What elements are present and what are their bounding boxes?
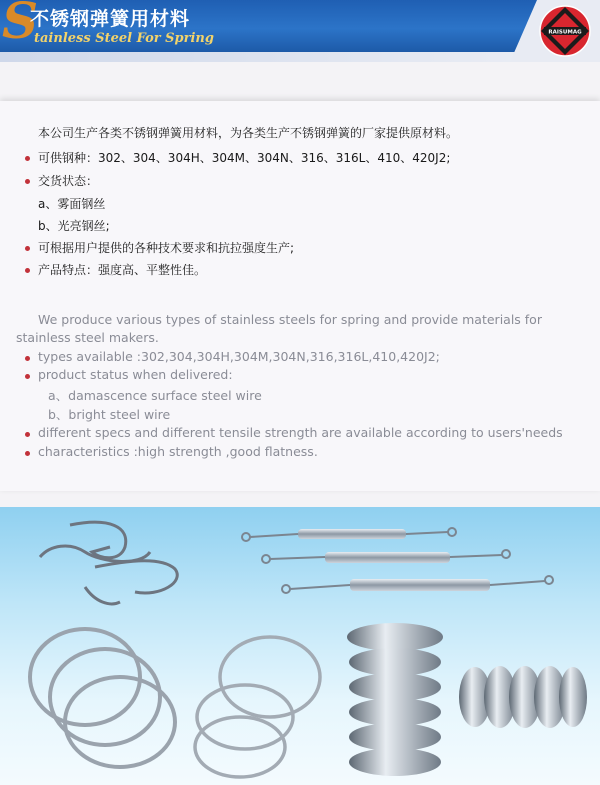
- english-item: product status when delivered:: [38, 367, 233, 382]
- logo-text: RAISUMAG: [548, 29, 582, 36]
- bullet-icon: [25, 246, 30, 251]
- company-logo-icon: [536, 2, 594, 60]
- title-initial-letter: S: [2, 0, 39, 50]
- ring-springs-small: [195, 637, 320, 777]
- header-underline: [0, 52, 520, 62]
- chinese-subitem: b、光亮钢丝;: [38, 219, 110, 233]
- english-subitem: b、bright steel wire: [48, 407, 171, 422]
- english-item: characteristics :high strength ,good flatness.: [38, 444, 318, 459]
- chinese-item: 产品特点：强度高、平整性佳。: [38, 263, 207, 277]
- header: [0, 0, 600, 62]
- english-item: different specs and different tensile strength are available according to users'needs: [38, 425, 563, 440]
- chinese-item: 可根据用户提供的各种技术要求和抗拉强度生产;: [38, 241, 295, 255]
- chinese-subitem: a、雾面钢丝: [38, 197, 106, 211]
- bullet-icon: [25, 432, 30, 437]
- page-title-english: tainless Steel For Spring: [34, 31, 214, 46]
- wire-clip-spring: [40, 522, 177, 604]
- compression-spring-heavy: [347, 623, 443, 776]
- page-title-chinese: 不锈钢弹簧用材料: [30, 8, 191, 30]
- english-intro-line-2: stainless steel makers.: [16, 330, 159, 345]
- english-item: types available :302,304,304H,304M,304N,316,316L,410,420J2;: [38, 349, 440, 364]
- bullet-icon: [25, 374, 30, 379]
- bullet-icon: [25, 179, 30, 184]
- compression-spring-horizontal: [459, 666, 587, 728]
- bullet-icon: [25, 268, 30, 273]
- spring-products-illustration: [0, 507, 600, 785]
- english-intro-line-1: We produce various types of stainless steels for spring and provide materials for: [38, 312, 542, 327]
- ring-springs-large: [30, 629, 175, 767]
- product-photo: [0, 507, 600, 785]
- extension-springs: [242, 528, 553, 593]
- bullet-icon: [25, 356, 30, 361]
- chinese-intro: 本公司生产各类不锈钢弹簧用材料，为各类生产不锈钢弹簧的厂家提供原材料。: [38, 126, 459, 140]
- english-subitem: a、damascence surface steel wire: [48, 388, 262, 403]
- chinese-item: 交货状态：: [38, 174, 99, 188]
- bullet-icon: [25, 156, 30, 161]
- chinese-item: 可供钢种：302、304、304H、304M、304N、316、316L、410、420J2;: [38, 151, 451, 165]
- bullet-icon: [25, 451, 30, 456]
